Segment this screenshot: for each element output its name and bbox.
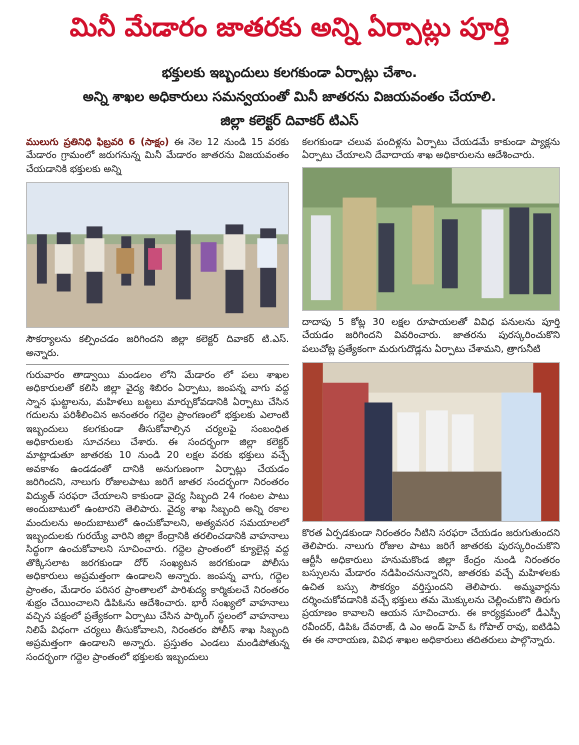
right-column	[302, 136, 560, 741]
photo-inspection-caption: సౌకర్యాలను కల్పించడం జరిగిందని జిల్లా కలెక్టర్ దివాకర్ టి.ఎస్. అన్నారు.	[26, 334, 289, 359]
photo-officials-caption: దాదాపు 5 కోట్ల 30 లక్షల రూపాయలతో వివిధ పనులను పూర్తి చేయడం జరిగిందని వివరించారు. జాతరను పురస్కరించుకొని పలుచోట్ల ప్రత్యేకంగా మరుగుదొడ్లను ఏర్పాటు చేశామని, త్రాగునీటి	[302, 316, 560, 355]
divider	[26, 364, 289, 365]
left-body-text: గురువారం తాడ్వాయి మండలం లోని మేడారం లో పలు శాఖల అధికారులతో కలిసి జిల్లా వైద్య శిబిరం ఏర్పాటు, జంపన్న వాగు వద్ద స్నాన ఘట్టాలను, మహిళలు బట్టలు మార్చుకోవడానికి ఏర్పాటు చేసిన గదులను పరిశీలించిన అనంతరం గద్దెల ప్రాంగణంలో భక్తులకు ఎలాంటి ఇబ్బందులు కలగకుండా తీసుకోవాల్సిన చర్యలపై సంబంధిత అధికారులకు సూచనలు చేశారు. ఈ సందర్భంగా జిల్లా కలెక్టర్ మాట్లాడుతూ జాతరకు 10 నుండి 20 లక్షల వరకు భక్తులు వచ్చే అవకాశం ఉండడంతో దానికి అనుగుణంగా ఏర్పాట్లు చేయడం జరిగిందని, నాలుగు రోజులపాటు జరిగే జాతర సందర్భంగా నిరంతరం విద్యుత్ సరఫరా చేయాలని కాకుండా వైద్య సిబ్బంది 24 గంటల పాటు అందుబాటులో ఉంటారని తెలిపారు. వైద్య శాఖ సిబ్బంది అన్ని రకాల మందులను అందుబాటులో ఉంచుకోవాలని, అత్యవసర సమయాలలో ఇబ్బందులకు గురయ్యే వారిని జిల్లా కేంద్రానికి తరలించడానికి వాహనాలు సిద్ధంగా ఉంచుకోవాలని సూచించారు. గద్దెల ప్రాంతంలో క్యూలైన్ల వద్ద తొక్కిసలాట జరగకుండా దోర్ సంఖ్యటన జరగకుండా పోలీసు అధికారులు అప్రమత్తంగా ఉండాలని అన్నారు. జంపన్న వాగు, గద్దెల ప్రాంతం, మేడారం పరిసర ప్రాంతాలలో పారిశుద్య కార్మికులచే నిరంతరం శుభ్రం చేయించాలని డిపిఓను ఆదేశించారు. భారీ సంఖ్యలో వాహనాలు వచ్చిన పక్షంలో ప్రత్యేకంగా ఏర్పాటు చేసిన పార్కింగ్ స్థలంలో వాహనాలు నిలిపే విధంగా చర్యలు తీసుకోవాలని, నిరంతరం పోలీస్ శాఖ సిబ్బంది అప్రమత్తంగా ఉండాలని అన్నారు. ప్రస్తుతం ఎండలు మండిపోతున్న సందర్భంగా గద్దెల ప్రాంతంలో భక్తులకు ఇబ్బందులు	[26, 370, 289, 663]
subhead-2: అన్ని శాఖల అధికారులు సమన్వయంతో మినీ జాతరను విజయవంతం చేయాలి.	[82, 89, 497, 105]
subhead-3: జిల్లా కలెక్టర్ దివాకర్ టిఎస్	[220, 113, 359, 129]
photo-medical-camp	[302, 362, 560, 522]
dateline: ములుగు ప్రతినిధి ఫిబ్రవరి 6 (సాక్షం)	[26, 137, 169, 148]
subhead-1: భక్తులకు ఇబ్బందులు కలగకుండా ఏర్పాట్లు చేశాం.	[161, 65, 418, 81]
lead-text: ఈ నెల 12 నుండి 15 వరకు మేడారం గ్రామంలో జరుగనున్న మినీ మేడారం జాతరను విజయవంతం చేయడానికి భక్తులకు అన్ని	[26, 137, 289, 175]
left-column	[26, 136, 289, 741]
right-top-text: కలగకుండా చలువ పందిళ్లను ఏర్పాటు చేయడమే కాకుండా ప్యాక్లను ఏర్పాటు చేయాలని దేవాదాయ శాఖ అధికారులను ఆదేశించారు.	[302, 137, 560, 162]
photo-officials	[302, 167, 560, 311]
lead-paragraph	[26, 136, 289, 176]
right-body-text: కొరత ఏర్పడకుండా నిరంతరం నీటిని సరఫరా చేయడం జరుగుతుందని తెలిపారు. నాలుగు రోజుల పాటు జరిగే జాతరకు పురస్కరించుకొని ఆర్టీసీ అధికారులు హనుమకొండ జిల్లా కేంద్రం నుండి నిరంతరం బస్సులను మేడారం నడిపించనున్నారని, జాతరకు వచ్చే మహిళలకు ఉచిత బస్సు సౌకర్యం వర్తిస్తుందని తెలిపారు. అమ్మవార్లను దర్శించుకోవడానికి వచ్చే భక్తులు తమ మొక్కులను చెల్లించుకొని తిరుగు ప్రయాణం కావాలని ఆయన సూచించారు. ఈ కార్యక్రమంలో డీఎస్పీ రవీందర్, డిపిఓ దేవరాజ్, డి ఎం అండ్ హెచ్ ఓ గోపాల్ రావు, ఐటిడిఏ ఈ ఈ నారాయణ, వివిధ శాఖల అధికారులు తదితరులు పాల్గొన్నారు.	[302, 528, 560, 647]
headline: మినీ మేడారం జాతరకు అన్ని ఏర్పాట్లు పూర్తి	[69, 13, 510, 43]
photo-inspection	[26, 182, 289, 328]
